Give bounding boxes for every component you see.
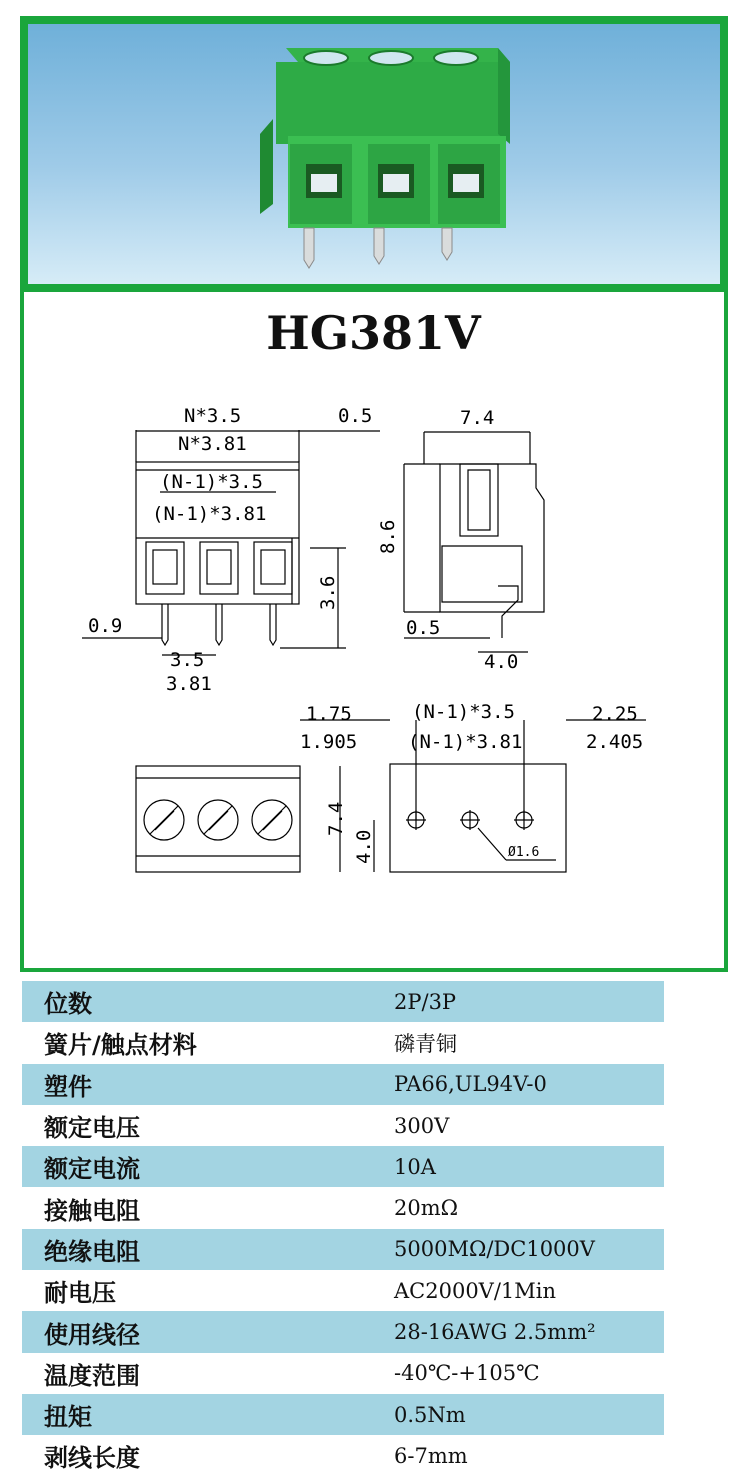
- dim-p381: 3.81: [166, 673, 212, 695]
- dim-left-b: 1.905: [300, 731, 358, 753]
- spec-value: 0.5Nm: [374, 1394, 664, 1435]
- spec-value: 2P/3P: [374, 981, 664, 1022]
- spec-label: 接触电阻: [44, 1196, 140, 1225]
- dim-height: 3.6: [317, 575, 339, 610]
- spec-row: [22, 1146, 664, 1187]
- spec-value: 5000MΩ/DC1000V: [374, 1229, 664, 1270]
- spec-value: 300V: [394, 1113, 450, 1138]
- spec-value: 28-16AWG 2.5mm²: [374, 1311, 664, 1352]
- spec-row: [22, 1105, 664, 1146]
- spec-value: 10A: [374, 1146, 664, 1187]
- model-title: HG381V: [266, 306, 481, 360]
- spec-row: [22, 1353, 664, 1394]
- spec-row: [22, 1064, 664, 1105]
- dim-side-width: 7.4: [460, 407, 495, 429]
- spec-label: 使用线径: [22, 1311, 374, 1352]
- spec-value: 磷青铜: [394, 1031, 457, 1056]
- dim-right-b: 2.405: [586, 731, 644, 753]
- dim-side-height: 8.6: [377, 519, 399, 554]
- spec-value: AC2000V/1Min: [394, 1278, 557, 1303]
- dim-pitch381: (N-1)*3.81: [152, 503, 267, 525]
- spec-row: [22, 1435, 664, 1476]
- dim-top-depth: 7.4: [325, 801, 347, 836]
- spec-label: 塑件: [22, 1064, 374, 1105]
- technical-drawing: [20, 390, 720, 890]
- spec-label: 位数: [22, 981, 374, 1022]
- spec-value: PA66,UL94V-0: [374, 1064, 664, 1105]
- spec-row: [22, 1311, 664, 1352]
- spec-label: 簧片/触点材料: [44, 1031, 197, 1060]
- spec-label: 扭矩: [22, 1394, 374, 1435]
- spec-value: -40℃-+105℃: [394, 1361, 540, 1386]
- spec-row: [22, 1022, 664, 1063]
- dim-hole: Ø1.6: [508, 845, 540, 860]
- spec-label: 耐电压: [44, 1279, 116, 1308]
- dim-mid-b: (N-1)*3.81: [408, 731, 523, 753]
- spec-label: 剥线长度: [44, 1444, 140, 1473]
- terminal-block-image: [28, 24, 720, 284]
- dim-right-a: 2.25: [592, 703, 638, 725]
- spec-row: [22, 981, 664, 1022]
- dim-side-offset: 0.5: [406, 617, 441, 639]
- spec-row: [22, 1229, 664, 1270]
- dim-pin: 0.9: [88, 615, 123, 637]
- spec-row: [22, 1394, 664, 1435]
- dim-n381: N*3.81: [178, 433, 247, 455]
- side-view-body: [440, 464, 544, 612]
- dim-mid-a: (N-1)*3.5: [412, 701, 515, 723]
- spec-label: 绝缘电阻: [22, 1229, 374, 1270]
- dim-p35: 3.5: [170, 649, 205, 671]
- spec-value: 6-7mm: [394, 1443, 468, 1468]
- spec-table: [22, 981, 664, 1477]
- dim-n35: N*3.5: [184, 405, 242, 427]
- spec-label: 额定电压: [44, 1114, 140, 1143]
- dim-pcb-row: 4.0: [353, 829, 375, 864]
- dim-side-pin: 4.0: [484, 651, 519, 673]
- spec-row: [22, 1187, 664, 1228]
- spec-label: 温度范围: [44, 1361, 140, 1390]
- product-photo: [20, 16, 728, 292]
- dim-gap: 0.5: [338, 405, 373, 427]
- dim-pitch35: (N-1)*3.5: [160, 471, 263, 493]
- dim-left-a: 1.75: [306, 703, 352, 725]
- spec-label: 额定电流: [22, 1146, 374, 1187]
- spec-value: 20mΩ: [394, 1196, 459, 1221]
- spec-row: [22, 1270, 664, 1311]
